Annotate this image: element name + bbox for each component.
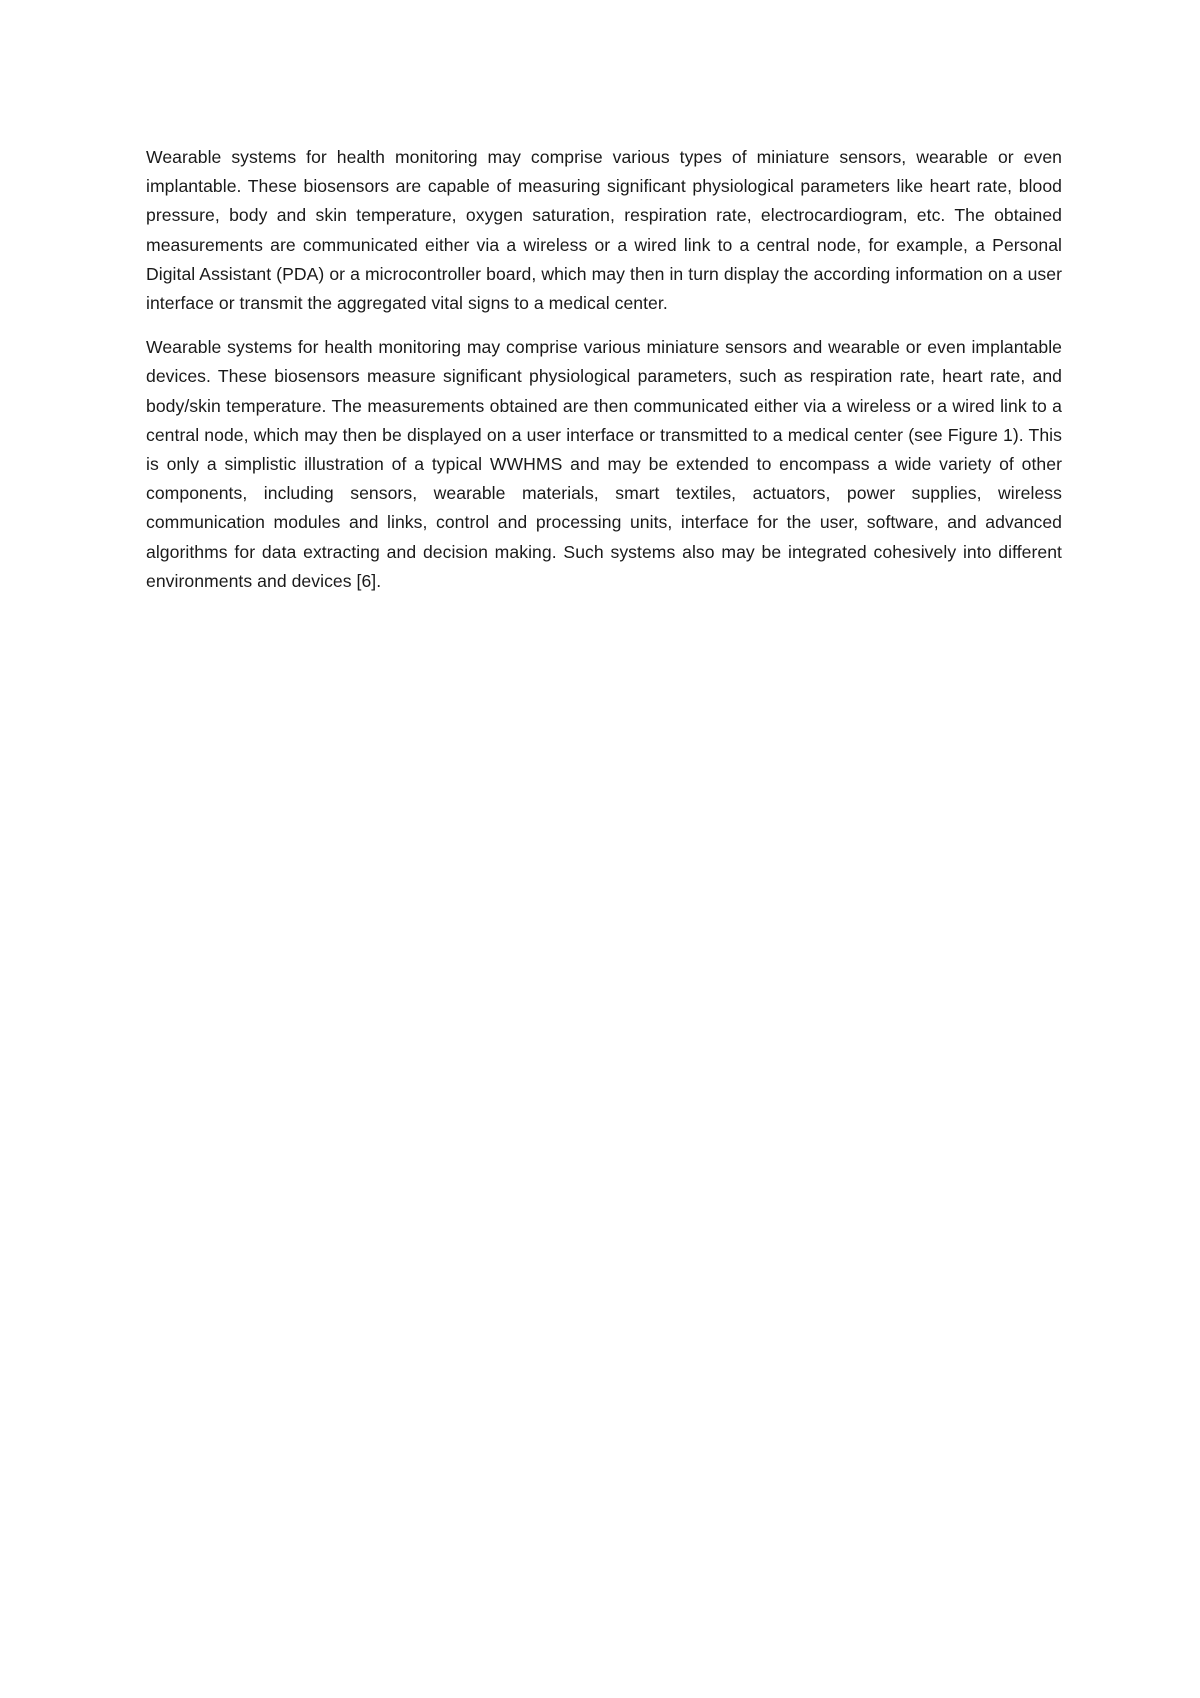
body-text (146, 143, 1062, 611)
paragraph-2: Wearable systems for health monitoring may comprise various miniature sensors and wearable or even implantable devices. These biosensors measure significant physiological parameters, such as respiration rate, heart rate, and body/skin temperature. The measurements obtained are then communicated either via a wireless or a wired link to a central node, which may then be displayed on a user interface or transmitted to a medical center (see Figure 1). This is only a simplistic illustration of a typical WWHMS and may be extended to encompass a wide variety of other components, including sensors, wearable materials, smart textiles, actuators, power supplies, wireless communication modules and links, control and processing units, interface for the user, software, and advanced algorithms for data extracting and decision making. Such systems also may be integrated cohesively into different environments and devices [6]. (146, 337, 1062, 591)
paragraph-1: Wearable systems for health monitoring may comprise various types of miniature sensors, wearable or even implantable. These biosensors are capable of measuring significant physiological parameters like heart rate, blood pressure, body and skin temperature, oxygen saturation, respiration rate, electrocardiogram, etc. The obtained measurements are communicated either via a wireless or a wired link to a central node, for example, a Personal Digital Assistant (PDA) or a microcontroller board, which may then in turn display the according information on a user interface or transmit the aggregated vital signs to a medical center. (146, 147, 1062, 314)
